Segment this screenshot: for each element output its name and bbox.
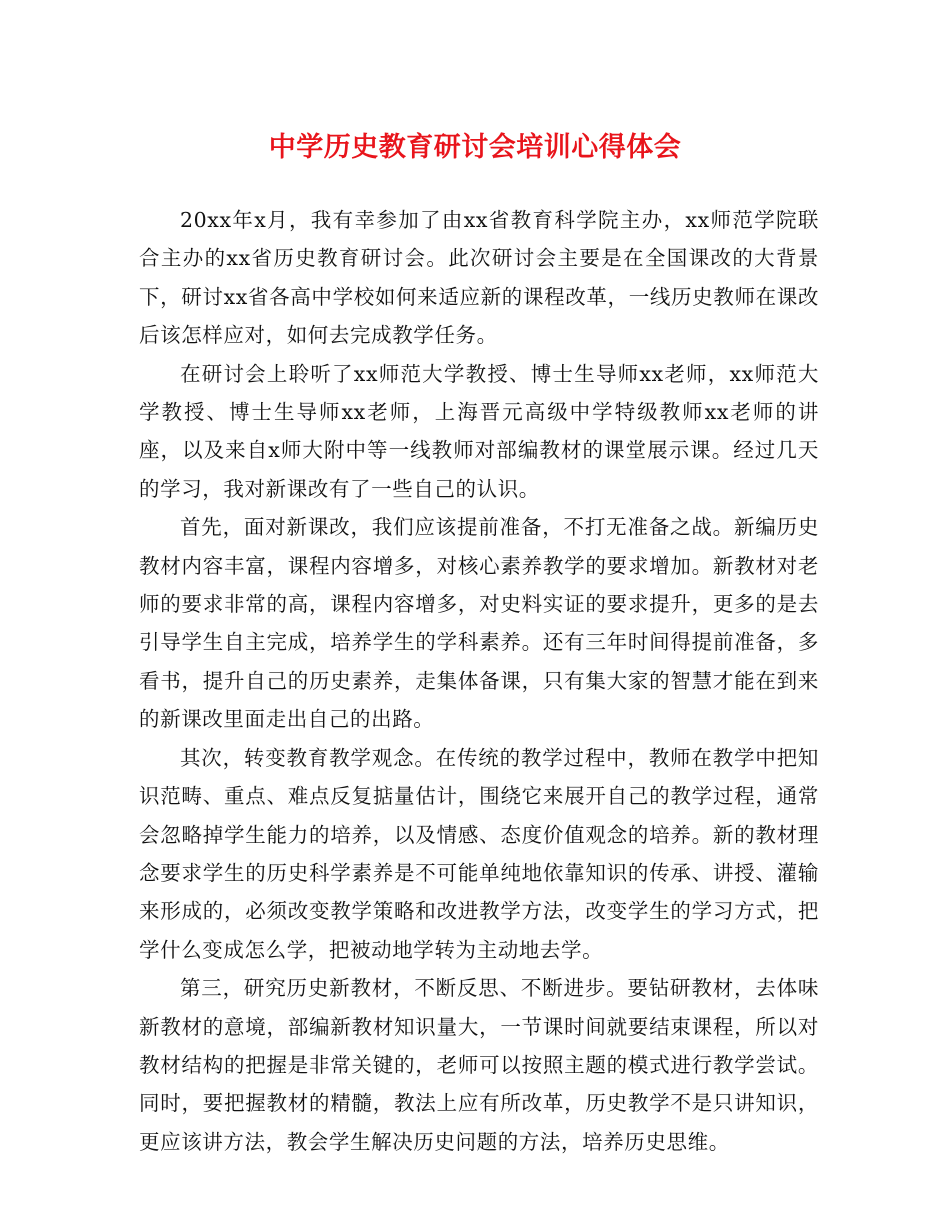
paragraph-4: 其次，转变教育教学观念。在传统的教学过程中，教师在教学中把知识范畴、重点、难点反复掂量估计，围绕它来展开自己的教学过程，通常会忽略掉学生能力的培养，以及情感、态度价值观念的培养。新的教材理念要求学生的历史科学素养是不可能单纯地依靠知识的传承、讲授、灌输来形成的，必须改变教学策略和改进教学方法，改变学生的学习方式，把学什么变成怎么学，把被动地学转为主动地去学。	[139, 745, 819, 962]
paragraph-2: 在研讨会上聆听了xx师范大学教授、博士生导师xx老师，xx师范大学教授、博士生导师xx老师，上海晋元高级中学特级教师xx老师的讲座，以及来自x师大附中等一线教师对部编教材的课堂展示课。经过几天的学习，我对新课改有了一些自己的认识。	[139, 361, 819, 501]
document-title: 中学历史教育研讨会培训心得体会	[268, 132, 682, 163]
paragraph-1: 20xx年x月，我有幸参加了由xx省教育科学院主办，xx师范学院联合主办的xx省历史教育研讨会。此次研讨会主要是在全国课改的大背景下，研讨xx省各高中学校如何来适应新的课程改革，一线历史教师在课改后该怎样应对，如何去完成教学任务。	[139, 208, 819, 348]
document-body	[139, 201, 819, 1161]
paragraph-5: 第三，研究历史新教材，不断反思、不断进步。要钻研教材，去体味新教材的意境，部编新教材知识量大，一节课时间就要结束课程，所以对教材结构的把握是非常关键的，老师可以按照主题的模式进行教学尝试。同时，要把握教材的精髓，教法上应有所改革，历史教学不是只讲知识，更应该讲方法，教会学生解决历史问题的方法，培养历史思维。	[139, 976, 819, 1154]
paragraph-3: 首先，面对新课改，我们应该提前准备，不打无准备之战。新编历史教材内容丰富，课程内容增多，对核心素养教学的要求增加。新教材对老师的要求非常的高，课程内容增多，对史料实证的要求提升，更多的是去引导学生自主完成，培养学生的学科素养。还有三年时间得提前准备，多看书，提升自己的历史素养，走集体备课，只有集大家的智慧才能在到来的新课改里面走出自己的出路。	[139, 515, 819, 732]
